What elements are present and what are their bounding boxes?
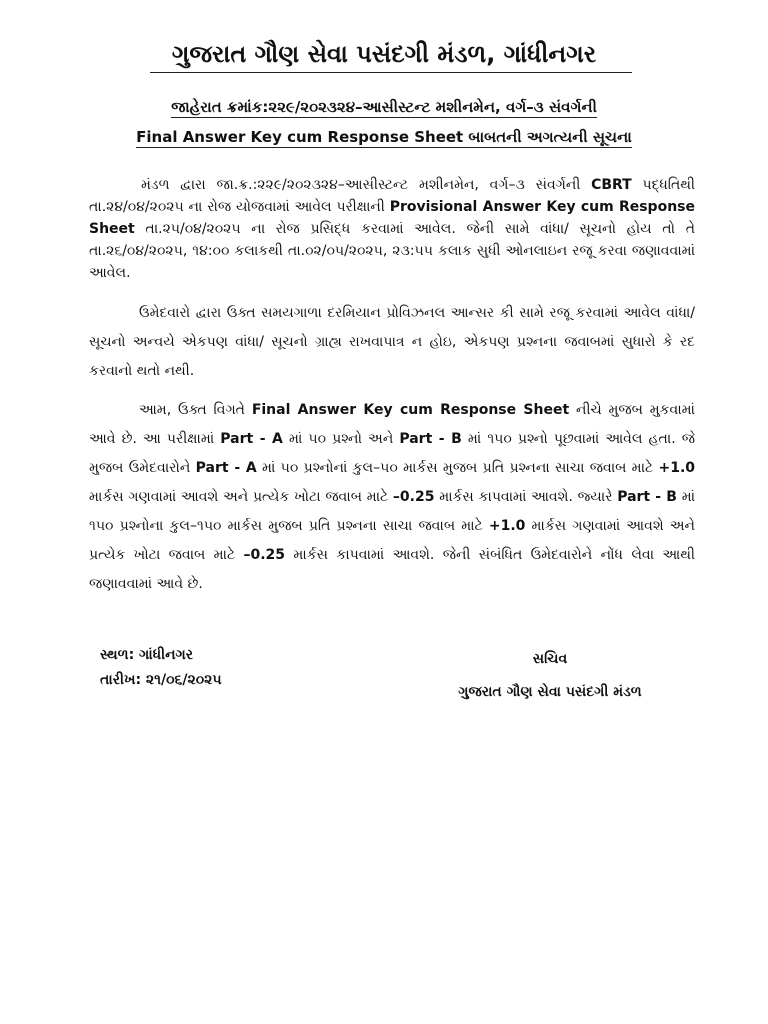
p3-text-5: માં ૫૦ પ્રશ્નોનાં કુલ–૫૦ માર્કસ મુજબ પ્રતિ પ્રશ્નના સાચા જવાબ માટે	[256, 460, 659, 476]
title-underline	[150, 72, 632, 73]
place-date-block	[100, 643, 222, 693]
p3-text-8: માં ૧૫૦ પ્રશ્નોના કુલ–૧૫૦ માર્કસ મુજબ પ્રતિ પ્રશ્નના સાચા જવાબ માટે	[89, 489, 696, 534]
p3-text-9: માર્કસ ગણવામાં આવશે અને પ્રત્યેક ખોટા જવાબ માટે	[89, 518, 695, 563]
p3-bold-7: Part - B	[617, 489, 677, 505]
place-label: સ્થળ: ગાંધીનગર	[100, 647, 194, 663]
signatory-block	[400, 643, 700, 709]
p3-bold-6: –0.25	[392, 489, 435, 505]
p2-text: ઉમેદવારો દ્વારા ઉક્ત સમયગાળા દરમિયાન પ્રોવિઝનલ આન્સર કી સામે રજૂ કરવામાં આવેલ વાંધા/ સૂચનો અન્વયે એકપણ વાંધા/ સૂચનો ગ્રાહ્ય રાખવાપાત્ર ન હોઇ, એકપણ પ્રશ્નના જવાબમાં સુધારો કે રદ કરવાનો થતો નથી.	[89, 305, 695, 379]
paragraph-3	[89, 396, 695, 599]
p1-bold-2: Provisional Answer Key cum Response Sheet	[89, 199, 695, 237]
p3-text-7: માર્કસ કાપવામાં આવશે. જ્યારે	[434, 489, 618, 505]
notice-heading-line1-text: જાહેરાત ક્રમાંક:૨૨૯/૨૦૨૩૨૪–આસીસ્ટન્ટ મશીનમેન, વર્ગ–૩ સંવર્ગની	[171, 98, 597, 116]
page-title: ગુજરાત ગૌણ સેવા પસંદગી મંડળ, ગાંધીનગર	[171, 40, 597, 68]
notice-heading-line2-text: Final Answer Key cum Response Sheet બાબતની અગત્યની સૂચના	[136, 128, 632, 146]
p3-text-6: માર્કસ ગણવામાં આવશે અને પ્રત્યેક ખોટા જવાબ માટે	[89, 489, 393, 505]
p3-bold-4: Part - A	[195, 460, 257, 476]
p1-text-1: મંડળ દ્વારા જા.ક્ર.:૨૨૯/૨૦૨૩૨૪–આસીસ્ટન્ટ મશીનમેન, વર્ગ–૩ સંવર્ગની	[141, 177, 592, 193]
p3-text-4: માં ૧૫૦ પ્રશ્નો પૂછવામાં આવેલ હતા. જે મુજબ ઉમેદવારોને	[89, 431, 695, 476]
notice-heading-line1	[0, 98, 768, 116]
p1-bold-1: CBRT	[591, 177, 632, 193]
p3-bold-3: Part - B	[399, 431, 462, 447]
p3-bold-8: +1.0	[488, 518, 526, 534]
date-label: તારીખ: ૨૧/૦૬/૨૦૨૫	[100, 672, 222, 688]
p1-text-3: તા.૨૫/૦૪/૨૦૨૫ ના રોજ પ્રસિદ્ધ કરવામાં આવેલ. જેની સામે વાંધા/ સૂચનો હોય તો તે તા.૨૬/૦૪/૨૦૨૫, ૧૪:૦૦ કલાકથી તા.૦૨/૦૫/૨૦૨૫, ૨૩:૫૫ કલાક સુધી ઓનલાઇન રજૂ કરવા જણાવવામાં આવેલ.	[89, 221, 695, 281]
p3-text-2: નીચે મુજબ મુકવામાં આવે છે. આ પરીક્ષામાં	[89, 402, 695, 447]
p3-text-10: માર્કસ કાપવામાં આવશે. જેની સંબંધિત ઉમેદવારોને નોંધ લેવા આથી જણાવવામાં આવે છે.	[89, 547, 695, 592]
p3-bold-9: –0.25	[243, 547, 286, 563]
p3-bold-1: Final Answer Key cum Response Sheet	[251, 402, 570, 418]
p3-bold-2: Part - A	[220, 431, 283, 447]
signatory-designation: સચિવ	[532, 651, 568, 667]
signatory-organization: ગુજરાત ગૌણ સેવા પસંદગી મંડળ	[458, 684, 642, 700]
notice-heading-line2	[0, 128, 768, 146]
p3-bold-5: +1.0	[658, 460, 696, 476]
paragraph-1	[89, 174, 695, 284]
paragraph-2	[89, 299, 695, 386]
p3-text-1: આમ, ઉક્ત વિગતે	[139, 402, 252, 418]
p3-text-3: માં ૫૦ પ્રશ્નો અને	[282, 431, 400, 447]
p1-text-2: પદ્ધતિથી તા.૨૪/૦૪/૨૦૨૫ ના રોજ યોજવામાં આવેલ પરીક્ષાની	[89, 177, 695, 215]
